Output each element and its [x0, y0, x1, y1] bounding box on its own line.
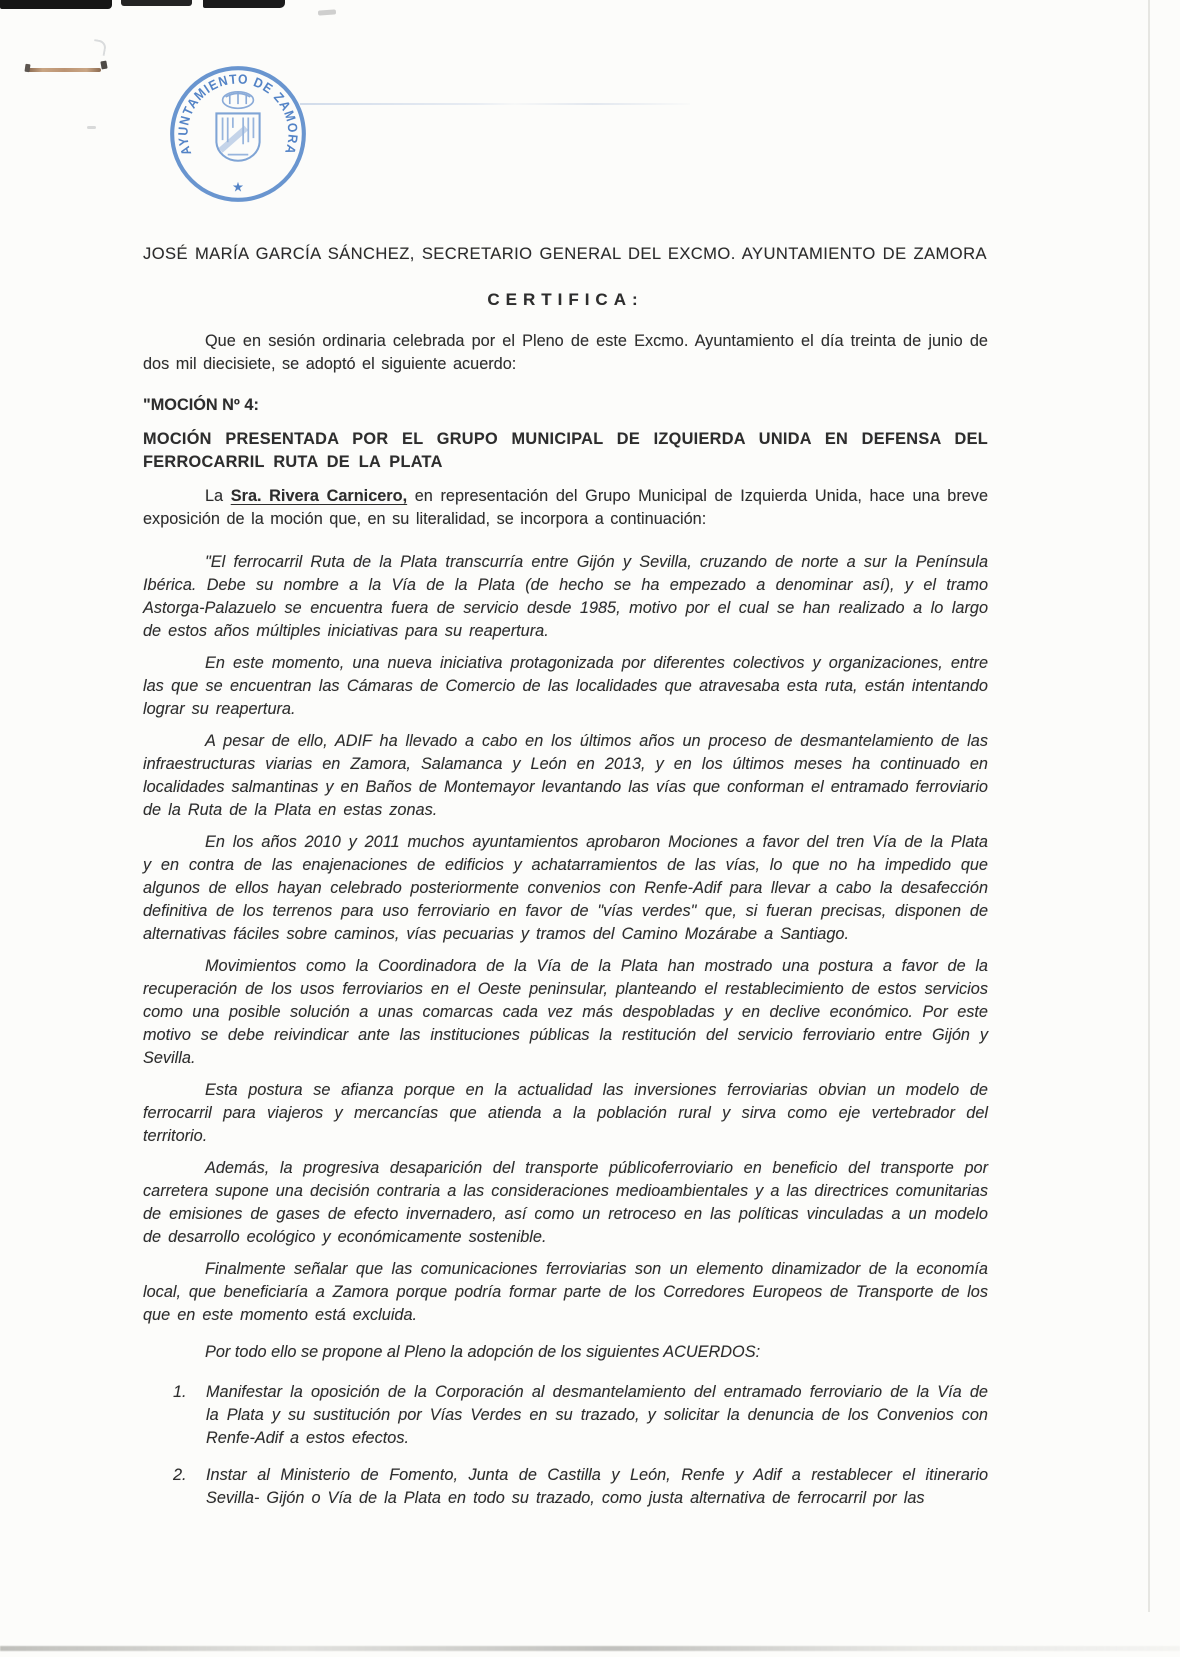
presenter-paragraph — [143, 485, 988, 531]
scan-artifact-top-left — [0, 0, 112, 9]
scan-edge-bottom — [0, 1646, 1180, 1651]
presenter-rest: en representación del Grupo Municipal de Izquierda Unida, hace una breve exposición de la moción que, en su literalidad, se incorpora a continuación: — [143, 487, 988, 528]
secretary-header: JOSÉ MARÍA GARCÍA SÁNCHEZ, SECRETARIO GENERAL DEL EXCMO. AYUNTAMIENTO DE ZAMORA — [143, 244, 987, 263]
scan-artifact-top — [121, 0, 192, 6]
motion-title: MOCIÓN PRESENTADA POR EL GRUPO MUNICIPAL DE IZQUIERDA UNIDA EN DEFENSA DEL FERROCARRIL RUTA DE LA PLATA — [143, 430, 988, 471]
presenter-name: Sra. Rivera Carnicero, — [230, 487, 408, 505]
agreement-item — [143, 1464, 988, 1510]
motion-paragraph: Finalmente señalar que las comunicaciones ferroviarias son un elemento dinamizador de la economía local, que beneficiaría a Zamora porque podría formar parte de los Corredores Europeos de Transporte de los que en este momento está excluida. — [143, 1260, 988, 1324]
scan-line-artifact — [300, 103, 690, 105]
seal-crown-icon — [223, 92, 254, 108]
motion-paragraph: Esta postura se afianza porque en la actualidad las inversiones ferroviarias obvian un modelo de ferrocarril para viajeros y mercancías que atienda a la población rural y sirva como eje vertebrador del territorio. — [143, 1081, 988, 1145]
motion-paragraph: A pesar de ello, ADIF ha llevado a cabo en los últimos años un proceso de desmantelamiento de las infraestructuras viarias en Zamora, Salamanca y León en 2013, y en los últimos meses ha continuado en localidades salmantinas y en Baños de Montemayor levantando las vías que conforman el entramado ferroviario de la Ruta de la Plata en estas zonas. — [143, 732, 988, 819]
agreement-number: 1. — [173, 1383, 187, 1401]
seal-shield-bars — [221, 118, 254, 155]
scan-artifact-top — [203, 0, 285, 8]
ayuntamiento-zamora-seal — [166, 62, 310, 206]
motion-paragraph: "El ferrocarril Ruta de la Plata transcurría entre Gijón y Sevilla, cruzando de norte a sur la Península Ibérica. Debe su nombre a la Vía de la Plata (de hecho se ha empezado a denominar así), y el tramo Astorga-Palazuelo se encuentra fuera de servicio desde 1985, motivo por el cual se han realizado a lo largo de estos años múltiples iniciativas para su reapertura. — [143, 553, 988, 640]
session-intro-paragraph: Que en sesión ordinaria celebrada por el Pleno de este Excmo. Ayuntamiento el día treinta de junio de dos mil diecisiete, se adoptó el siguiente acuerdo: — [143, 332, 988, 373]
agreement-item — [143, 1381, 988, 1450]
scan-edge-right — [1148, 0, 1150, 1612]
agreement-text: Manifestar la oposición de la Corporación al desmantelamiento del entramado ferroviario de la Vía de la Plata y su sustitución por Vías Verdes en su trazado, y solicitar la denuncia de los Convenios con Renfe-Adif a estos efectos. — [206, 1383, 988, 1447]
motion-paragraph: Movimientos como la Coordinadora de la Vía de la Plata han mostrado una postura a favor de la recuperación de los usos ferroviarios en el Oeste peninsular, planteando el restablecimiento de estos servicios como una posible solución a unas comarcas cada vez más despobladas y en declive económico. Por este motivo se debe reivindicar ante las instituciones públicas la restitución del servicio ferroviario entre Gijón y Sevilla. — [143, 957, 988, 1067]
motion-paragraph: En este momento, una nueva iniciativa protagonizada por diferentes colectivos y organizaciones, entre las que se encuentran las Cámaras de Comercio de las localidades que atravesaba esta ruta, están intentando lograr su reapertura. — [143, 654, 988, 718]
motion-paragraph: En los años 2010 y 2011 muchos ayuntamientos aprobaron Mociones a favor del tren Vía de la Plata y en contra de las enajenaciones de edificios y achatarramientos de las vías, lo que no ha impedido que algunos de ellos hayan celebrado posteriormente convenios con Renfe-Adif para llevar a cabo la desafección definitiva de los terrenos para uso ferroviario en favor de "vías verdes" que, si fueran precisas, disponen de alternativas fáciles sobre caminos, vías pecuarias y tramos del Camino Mozárabe a Santiago. — [143, 833, 988, 943]
seal-ring-text: AYUNTAMIENTO DE ZAMORA — [175, 71, 301, 158]
certifica-heading: CERTIFICA: — [487, 290, 644, 309]
seal-star-icon: ★ — [232, 179, 244, 195]
agreement-number: 2. — [173, 1466, 187, 1484]
motion-number: "MOCIÓN Nº 4: — [143, 396, 259, 414]
presenter-prefix: La — [205, 487, 231, 505]
proposal-line: Por todo ello se propone al Pleno la adopción de los siguientes ACUERDOS: — [205, 1343, 761, 1361]
staple-mark — [25, 59, 107, 81]
pencil-mark — [87, 126, 96, 129]
agreement-text: Instar al Ministerio de Fomento, Junta de Castilla y León, Renfe y Adif a restablecer el itinerario Sevilla- Gijón o Vía de la Plata en todo su trazado, como justa alternativa de ferrocarril por las — [206, 1466, 988, 1507]
motion-paragraph: Además, la progresiva desaparición del transporte públicoferroviario en beneficio del transporte por carretera supone una decisión contraria a las consideraciones medioambientales y a las directrices comunitarias de emisiones de gases de efecto invernadero, así como un retroceso en las políticas vinculadas a un modelo de desarrollo ecológico y económicamente sostenible. — [143, 1159, 988, 1246]
pencil-mark — [92, 39, 107, 56]
scan-smudge — [318, 9, 336, 15]
staple-end-right — [100, 61, 107, 70]
staple-bar — [28, 68, 101, 72]
document-body — [143, 241, 988, 1510]
